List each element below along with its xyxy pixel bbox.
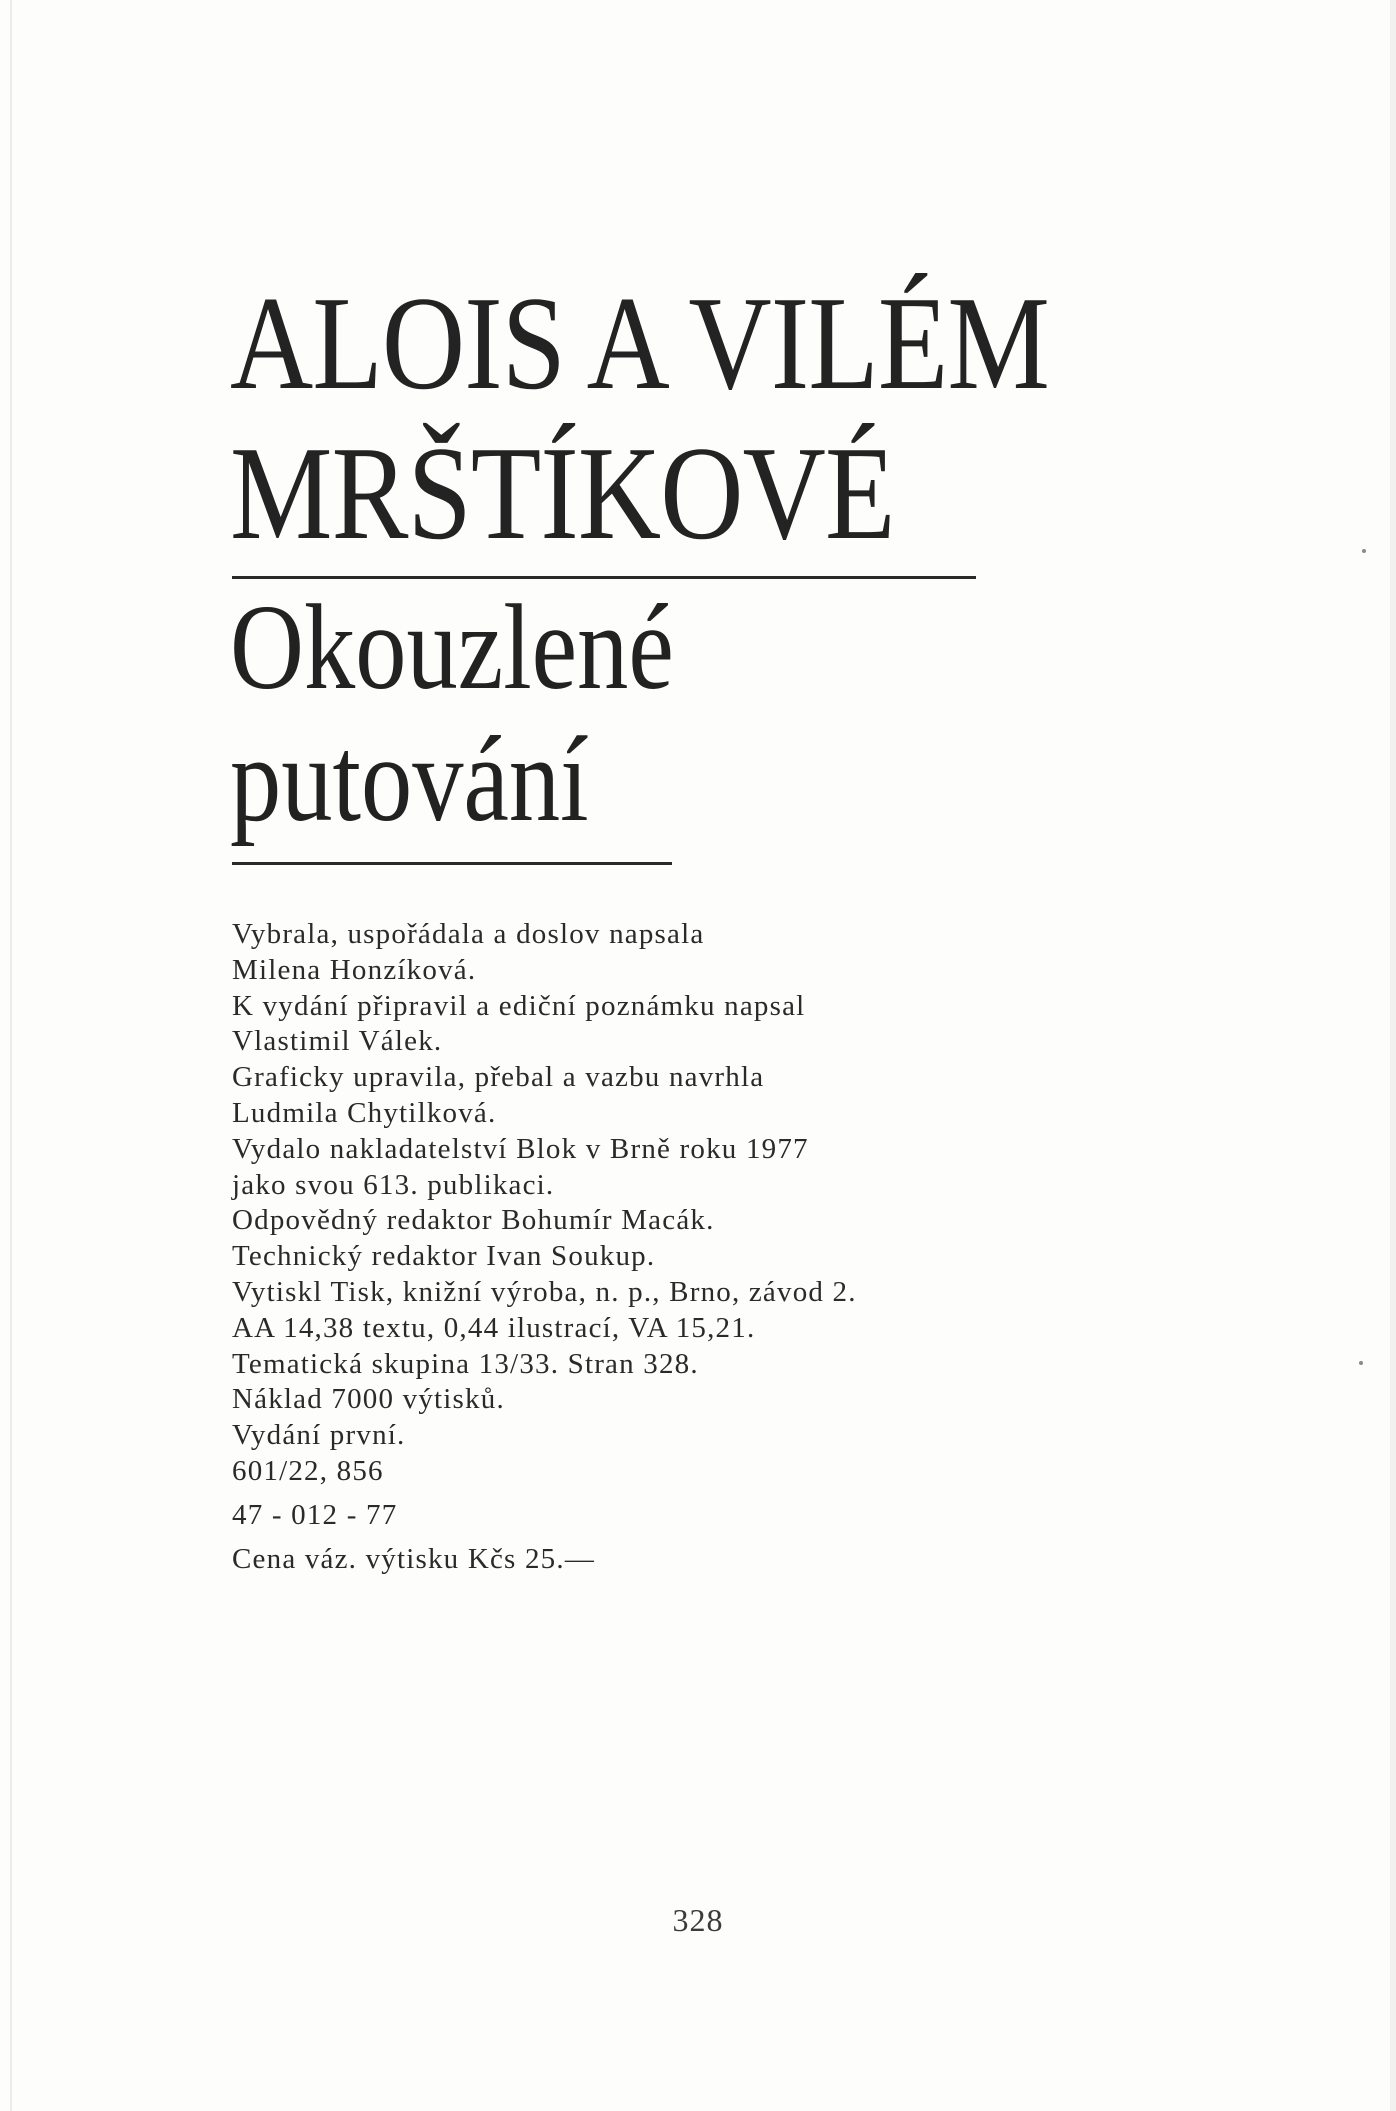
author-underline-rule: [232, 576, 976, 579]
colophon-line: jako svou 613. publikaci.: [232, 1168, 555, 1201]
colophon-line: Graficky upravila, přebal a vazbu navrhla: [232, 1061, 765, 1094]
colophon-line: Náklad 7000 výtisků.: [232, 1383, 505, 1416]
colophon-line: Milena Honzíková.: [232, 953, 477, 986]
colophon-line: Ludmila Chytilková.: [232, 1096, 497, 1129]
colophon-line: K vydání připravil a ediční poznámku napsal: [232, 989, 806, 1022]
colophon-line: Vydalo nakladatelství Blok v Brně roku 1977: [232, 1132, 809, 1165]
colophon-line: 601/22, 856: [232, 1454, 384, 1487]
title-line-1: Okouzlené: [230, 580, 674, 715]
author-line-2: MRŠTÍKOVÉ: [230, 419, 895, 567]
book-title: [230, 582, 902, 846]
colophon-line: Vytiskl Tisk, knižní výroba, n. p., Brno, závod 2.: [232, 1275, 857, 1308]
print-speck: [1359, 1361, 1363, 1365]
colophon-line: 47 - 012 - 77: [232, 1498, 398, 1531]
page-right-edge: [1390, 0, 1396, 2111]
title-line-2: putování: [230, 712, 589, 847]
page-left-edge: [10, 0, 12, 2111]
title-underline-rule: [232, 862, 672, 865]
author-line-1: ALOIS A VILÉM: [230, 269, 1050, 417]
colophon-line: Vlastimil Válek.: [232, 1025, 443, 1058]
colophon-line: Technický redaktor Ivan Soukup.: [232, 1240, 656, 1273]
author-heading: [230, 268, 1090, 568]
colophon-line: Vydání první.: [232, 1419, 406, 1452]
colophon-line: Tematická skupina 13/33. Stran 328.: [232, 1347, 699, 1380]
colophon-line: Cena váz. výtisku Kčs 25.—: [232, 1542, 596, 1575]
colophon: [232, 917, 1132, 1577]
colophon-line: Odpovědný redaktor Bohumír Macák.: [232, 1204, 715, 1237]
colophon-line: Vybrala, uspořádala a doslov napsala: [232, 918, 705, 950]
page-number: 328: [672, 1902, 724, 1938]
print-speck: [1362, 549, 1366, 553]
colophon-line: AA 14,38 textu, 0,44 ilustrací, VA 15,21.: [232, 1311, 756, 1344]
